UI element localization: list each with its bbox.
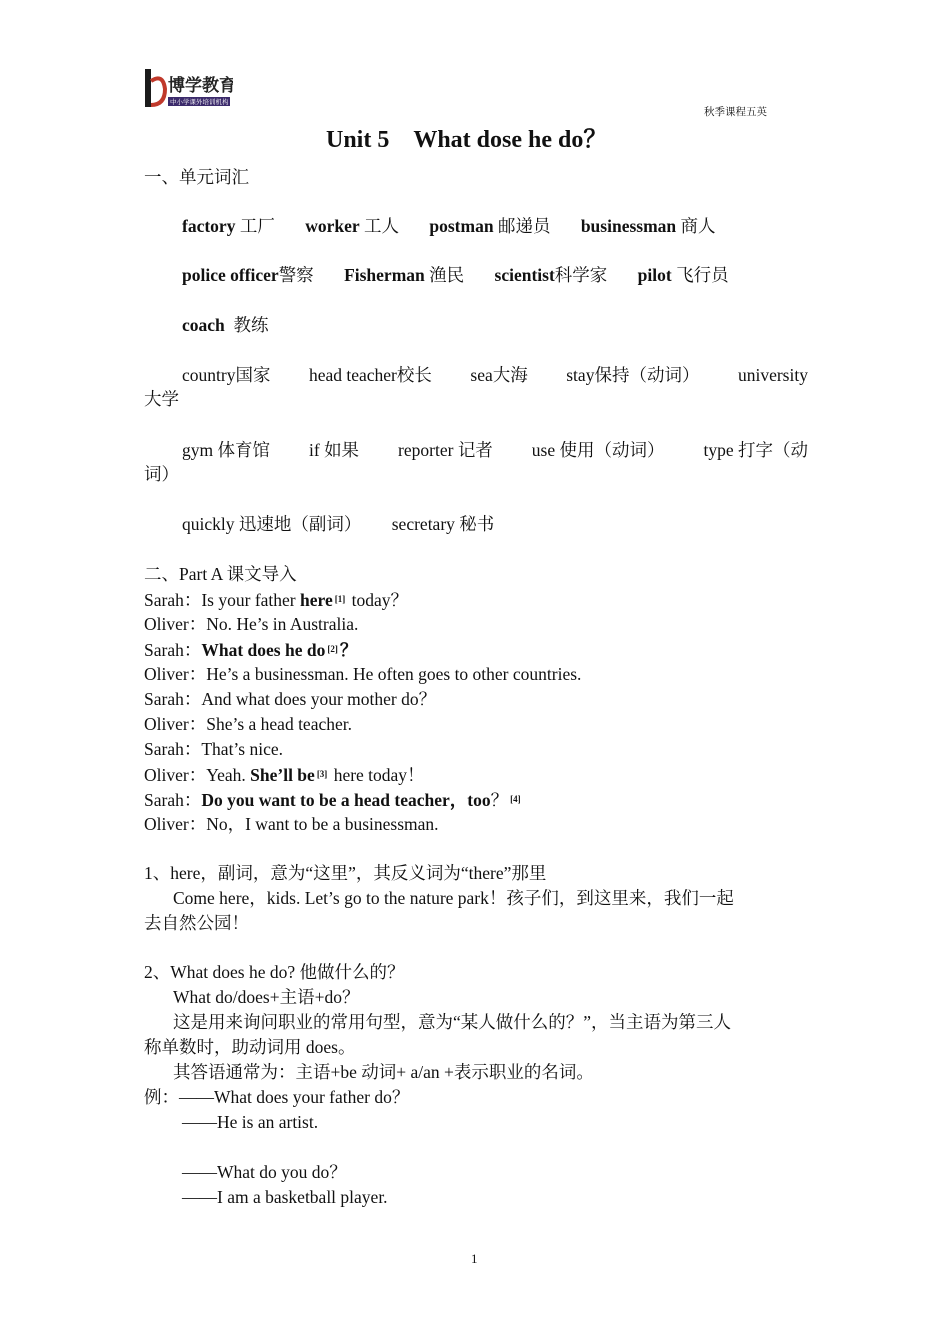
dialogue-line: Oliver：He’s a businessman. He often goes to other countries.	[144, 664, 582, 684]
vocab-item: reporter 记者	[398, 440, 493, 460]
dialogue-line: Oliver：She’s a head teacher.	[144, 714, 352, 734]
dialogue-line: Oliver：No. He’s in Australia.	[144, 614, 359, 634]
vocab-item: stay保持（动词）	[566, 365, 700, 385]
vocab-item: Fisherman 渔民	[344, 265, 465, 285]
vocab-row-4-wrap: 大学	[144, 389, 179, 409]
vocab-item: businessman 商人	[580, 216, 716, 236]
vocab-row-5-wrap: 词）	[144, 464, 179, 484]
course-note: 秋季课程五英	[704, 106, 767, 118]
vocab-item: police officer警察	[182, 265, 314, 285]
vocab-item: coach 教练	[182, 315, 269, 335]
vocab-row-4	[182, 363, 808, 387]
dialogue-line: Sarah：Is your father here [1] today？	[144, 590, 408, 610]
svg-text:中小学课外培训机构: 中小学课外培训机构	[170, 98, 229, 106]
section1-heading: 一、单元词汇	[144, 167, 249, 187]
vocab-item: scientist科学家	[494, 265, 608, 285]
note-2-line-3: 这是用来询问职业的常用句型，意为“某人做什么的？”，当主语为第三人	[173, 1012, 732, 1032]
section2-heading: 二、Part A 课文导入	[144, 564, 297, 584]
note-2-line-4: 称单数时，助动词用 does。	[144, 1037, 356, 1057]
vocab-item: worker 工人	[305, 216, 400, 236]
dialogue-line: Oliver：No，I want to be a businessman.	[144, 814, 439, 834]
note-2-line-1: 2、What does he do? 他做什么的？	[144, 962, 405, 982]
vocab-item: use 使用（动词）	[531, 440, 665, 460]
logo	[143, 67, 233, 111]
vocab-item: secretary 秘书	[391, 514, 495, 534]
note-1-line-1: 1、here，副词，意为“这里”，其反义词为“there”那里	[144, 863, 547, 883]
vocab-item: gym 体育馆	[182, 440, 270, 460]
dialogue-line: Sarah：Do you want to be a head teacher，too？ [4]	[144, 790, 521, 810]
note-1-line-2: Come here，kids. Let’s go to the nature park！孩子们，到这里来，我们一起	[173, 888, 734, 908]
vocab-item: type 打字（动	[703, 440, 808, 460]
vocab-row-1	[182, 214, 742, 238]
svg-text:博学教育: 博学教育	[168, 76, 233, 96]
vocab-item: pilot 飞行员	[637, 265, 729, 285]
vocab-row-5	[182, 438, 808, 462]
vocab-row-3	[182, 313, 295, 337]
vocab-item: postman 邮递员	[429, 216, 551, 236]
vocab-item: factory 工厂	[182, 216, 275, 236]
vocab-item: if 如果	[308, 440, 360, 460]
example-2-answer: ——I am a basketball player.	[182, 1187, 388, 1207]
vocab-row-6	[182, 512, 520, 536]
example-2-question: ——What do you do？	[182, 1162, 347, 1182]
note-2-line-2: What do/does+主语+do？	[173, 987, 360, 1007]
vocab-row-2	[182, 263, 755, 287]
note-1-line-3: 去自然公园！	[144, 913, 249, 933]
dialogue-line: Sarah：What does he do [2] ？	[144, 640, 358, 660]
example-1-question: 例：——What does your father do？	[144, 1087, 410, 1107]
vocab-item: country国家	[182, 365, 271, 385]
logo-graphic	[143, 67, 233, 111]
vocab-item: head teacher校长	[308, 365, 432, 385]
note-2-line-5: 其答语通常为：主语+be 动词+ a/an +表示职业的名词。	[173, 1062, 594, 1082]
dialogue-line: Sarah：That’s nice.	[144, 739, 283, 759]
page-number: 1	[471, 1251, 478, 1266]
vocab-item: sea大海	[470, 365, 528, 385]
vocab-item: university	[737, 365, 808, 385]
dialogue-line: Sarah：And what does your mother do？	[144, 689, 437, 709]
vocab-item: quickly 迅速地（副词）	[182, 514, 362, 534]
dialogue-line: Oliver：Yeah. She’ll be [3] here today！	[144, 765, 425, 785]
example-1-answer: ——He is an artist.	[182, 1112, 319, 1132]
page-title: Unit 5 What dose he do？	[326, 127, 608, 153]
